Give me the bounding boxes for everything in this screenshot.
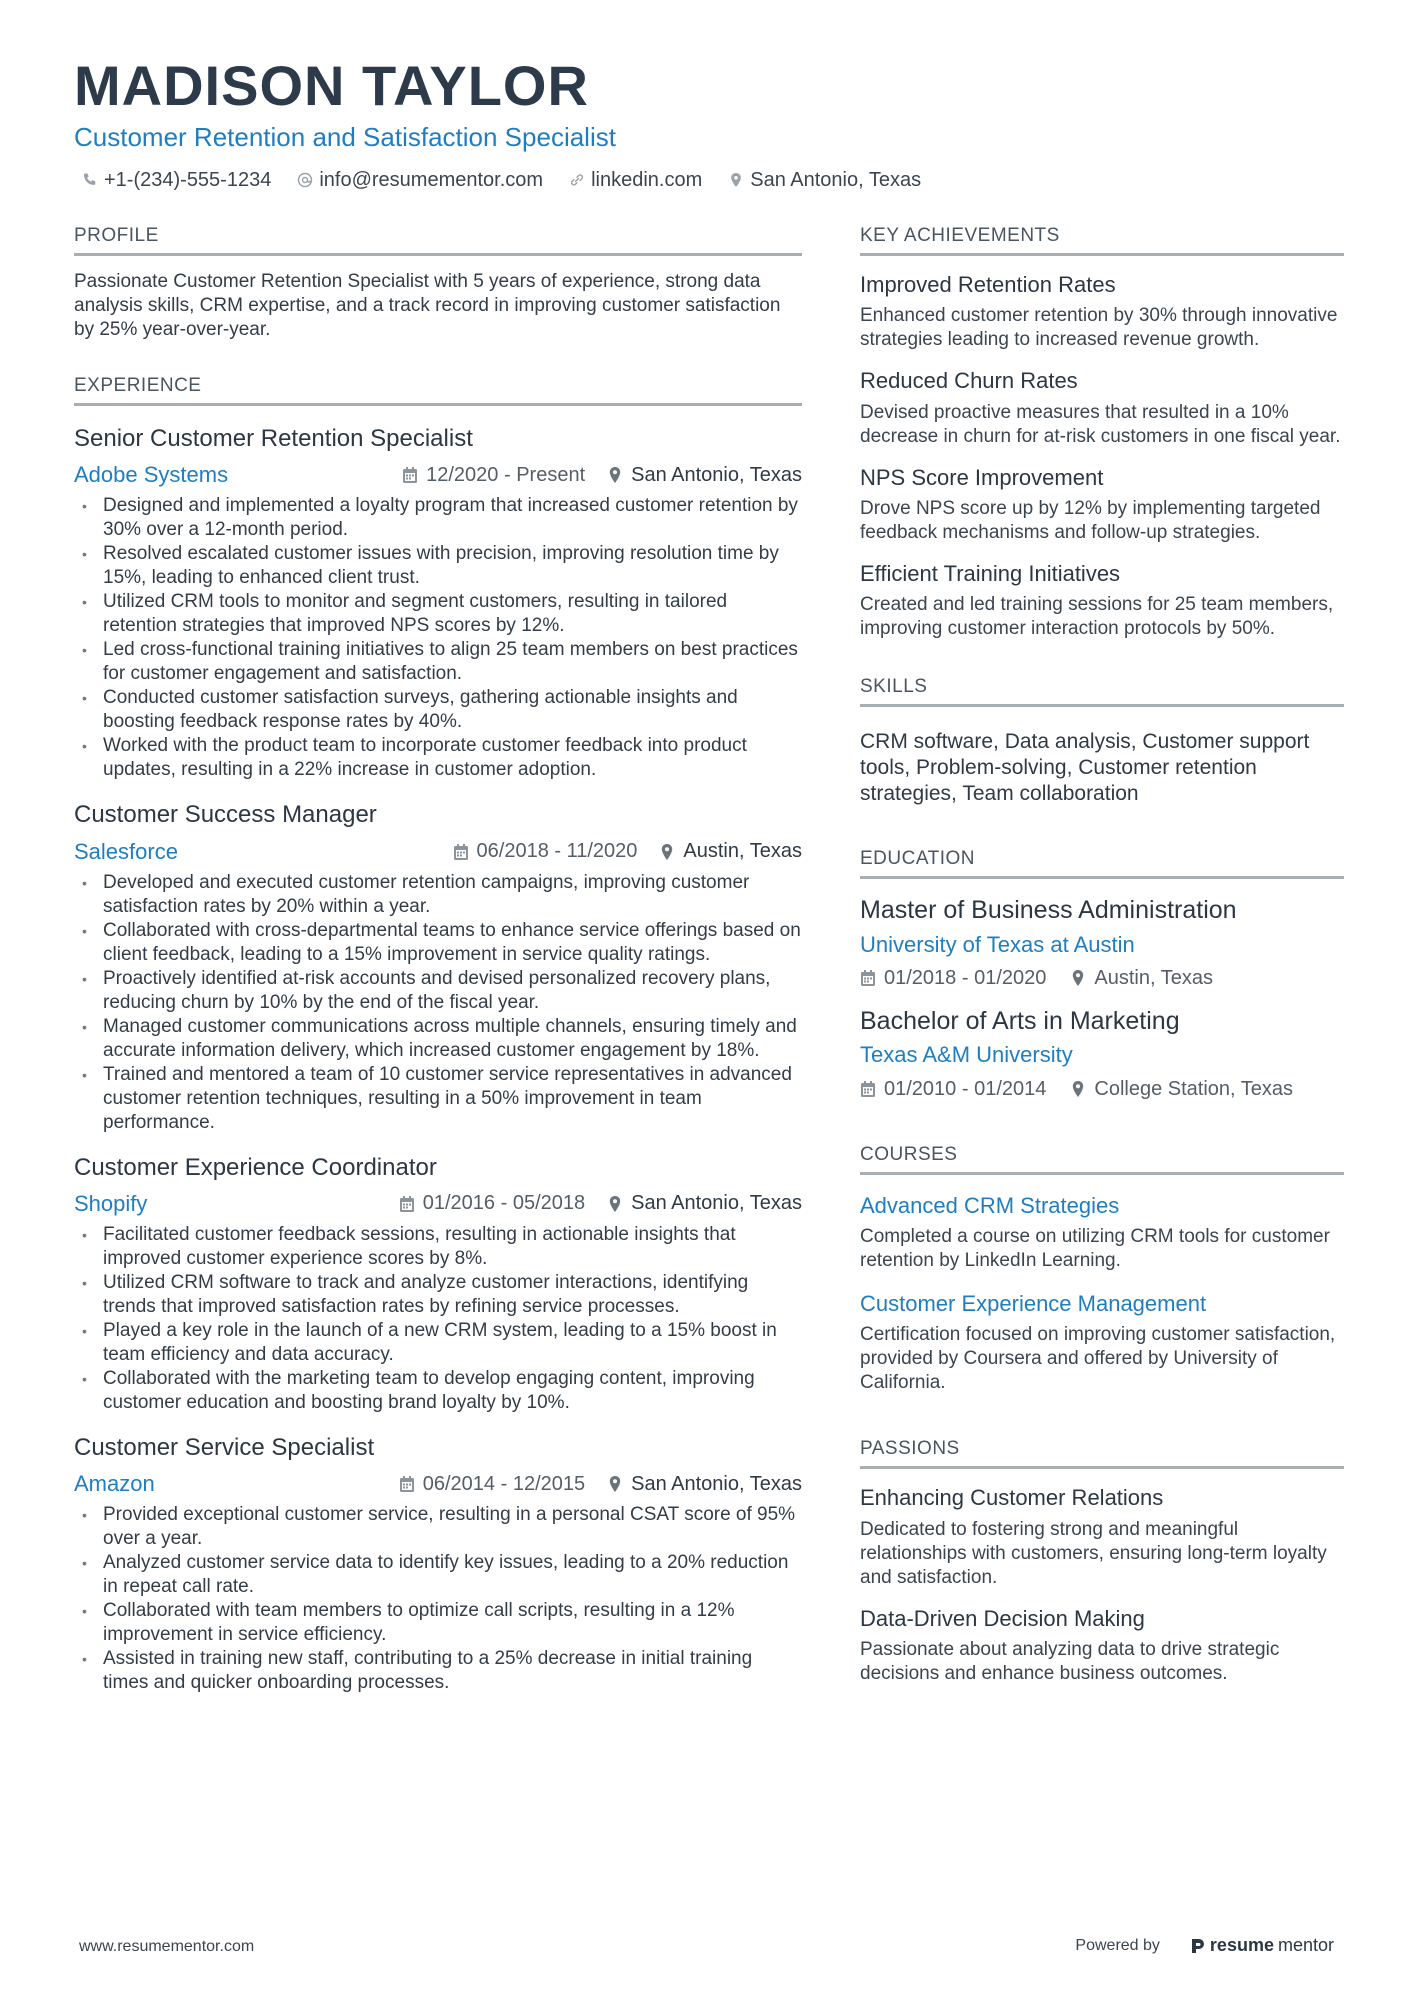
education-heading: EDUCATION	[860, 849, 1344, 879]
passion-item	[860, 1485, 1344, 1589]
brand-bold: resume	[1209, 1935, 1274, 1955]
education-list	[860, 897, 1344, 1100]
job-bullets	[74, 1503, 802, 1695]
passion-title: Data-Driven Decision Making	[860, 1605, 1145, 1631]
job-location	[607, 464, 802, 487]
job-location-text: San Antonio, Texas	[631, 463, 802, 486]
calendar-icon	[453, 843, 469, 861]
right-column	[860, 226, 1344, 1686]
edu-location-text: Austin, Texas	[1094, 966, 1213, 989]
job-title: Senior Customer Retention Specialist	[74, 424, 473, 452]
edu-degree: Master of Business Administration	[860, 896, 1237, 925]
job-dates-text: 06/2014 - 12/2015	[422, 1472, 586, 1495]
phone-icon	[82, 172, 98, 188]
course-list	[860, 1193, 1344, 1396]
edu-location	[1070, 967, 1213, 990]
job-bullet: • Played a key role in the launch of a new CRM system, leading to a 15% boost in team efficiency and data accuracy.	[74, 1319, 802, 1367]
edu-school: Texas A&M University	[860, 1042, 1073, 1068]
education-item	[860, 897, 1344, 990]
achievement-desc: Devised proactive measures that resulted in a 10% decrease in churn for at-risk customers in one fiscal year.	[860, 401, 1341, 447]
job-bullet: • Collaborated with the marketing team to develop engaging content, improving customer education and boosting brand loyalty by 10%.	[74, 1367, 802, 1415]
contact-bar	[82, 170, 921, 190]
job-bullet: • Proactively identified at-risk accounts and devised personalized recovery plans, reducing churn by 10% by the end of the fiscal year.	[74, 967, 802, 1015]
brand-mark-icon	[1190, 1937, 1206, 1955]
passion-title: Enhancing Customer Relations	[860, 1485, 1164, 1511]
candidate-name: MADISON TAYLOR	[74, 54, 589, 117]
location-pin-icon	[728, 172, 744, 188]
achievement-item	[860, 465, 1344, 545]
job-location	[607, 1473, 802, 1496]
location-pin-icon	[607, 1475, 623, 1493]
edu-dates	[860, 967, 1046, 990]
job-title: Customer Service Specialist	[74, 1433, 375, 1461]
courses-section	[860, 1145, 1344, 1396]
at-icon	[297, 172, 313, 188]
job-bullet: • Designed and implemented a loyalty program that increased customer retention by 30% over a 12-month period.	[74, 494, 802, 542]
left-column	[74, 226, 802, 1695]
profile-section	[74, 226, 802, 342]
location-text: San Antonio, Texas	[750, 169, 922, 191]
job-location-text: Austin, Texas	[683, 840, 802, 863]
achievement-item	[860, 368, 1344, 448]
job-bullet: • Analyzed customer service data to identify key issues, leading to a 20% reduction in repeat call rate.	[74, 1551, 802, 1599]
passion-desc: Dedicated to fostering strong and meaningful relationships with customers, ensuring long-term loyalty and satisfaction.	[860, 1518, 1327, 1588]
job-dates	[453, 840, 638, 863]
course-title[interactable]: Customer Experience Management	[860, 1290, 1207, 1316]
job-company: Shopify	[74, 1190, 148, 1216]
job-bullets	[74, 1223, 802, 1415]
job-dates	[399, 1473, 585, 1496]
edu-dates	[860, 1078, 1046, 1101]
phone-text: +1-(234)-555-1234	[104, 169, 272, 191]
job-bullet: • Developed and executed customer retention campaigns, improving customer satisfaction rates by 20% within a year.	[74, 871, 802, 919]
brand-rest: mentor	[1277, 1935, 1334, 1955]
link-icon	[569, 172, 585, 188]
job-bullet: • Facilitated customer feedback sessions, resulting in actionable insights that improved customer experience scores by 8%.	[74, 1223, 802, 1271]
passion-list	[860, 1485, 1344, 1686]
job-company: Salesforce	[74, 838, 178, 864]
achievement-title: NPS Score Improvement	[860, 464, 1104, 490]
job-location	[659, 840, 802, 863]
edu-school: University of Texas at Austin	[860, 931, 1135, 957]
job-meta	[74, 1191, 802, 1217]
course-desc: Completed a course on utilizing CRM tools for customer retention by LinkedIn Learning.	[860, 1225, 1330, 1271]
contact-linkedin[interactable]	[569, 170, 702, 190]
footer-website[interactable]: www.resumementor.com	[79, 1938, 255, 1955]
footer-powered	[1075, 1935, 1334, 1956]
job-bullet: • Collaborated with team members to optimize call scripts, resulting in a 12% improvement in service efficiency.	[74, 1599, 802, 1647]
skills-heading: SKILLS	[860, 677, 1344, 707]
job-location-text: San Antonio, Texas	[631, 1472, 802, 1495]
job-bullet: • Worked with the product team to incorporate customer feedback into product updates, resulting in a 22% increase in customer adoption.	[74, 734, 802, 782]
job-company: Adobe Systems	[74, 462, 229, 488]
experience-section	[74, 376, 802, 1695]
edu-meta	[860, 967, 1344, 990]
achievement-title: Efficient Training Initiatives	[860, 561, 1121, 587]
profile-text: Passionate Customer Retention Specialist with 5 years of experience, strong data analysis skills, CRM expertise, and a track record in improving customer satisfaction by 25% year-over-year.	[74, 270, 781, 340]
achievement-title: Improved Retention Rates	[860, 271, 1116, 297]
edu-location-text: College Station, Texas	[1094, 1077, 1294, 1100]
achievement-desc: Created and led training sessions for 25 team members, improving customer interaction protocols by 50%.	[860, 594, 1334, 640]
job-bullet: • Resolved escalated customer issues with precision, improving resolution time by 15%, leading to enhanced client trust.	[74, 542, 802, 590]
job-bullet: • Assisted in training new staff, contributing to a 25% decrease in initial training times and quicker onboarding processes.	[74, 1647, 802, 1695]
job-bullet: • Utilized CRM software to track and analyze customer interactions, identifying trends that improved satisfaction rates by refining service processes.	[74, 1271, 802, 1319]
job-bullet: • Managed customer communications across multiple channels, ensuring timely and accurate information delivery, which increased customer engagement by 18%.	[74, 1015, 802, 1063]
job-entry	[74, 426, 802, 782]
job-bullet: • Provided exceptional customer service, resulting in a personal CSAT score of 95% over a year.	[74, 1503, 802, 1551]
location-pin-icon	[659, 843, 675, 861]
experience-heading: EXPERIENCE	[74, 376, 802, 406]
profile-heading: PROFILE	[74, 226, 802, 256]
job-meta	[74, 839, 802, 865]
job-bullet: • Trained and mentored a team of 10 customer service representatives in advanced customer retention techniques, resulting in a 50% improvement in team performance.	[74, 1063, 802, 1135]
contact-phone	[82, 170, 271, 190]
achievements-section	[860, 226, 1344, 641]
passions-section	[860, 1439, 1344, 1686]
job-dates-text: 06/2018 - 11/2020	[476, 840, 638, 863]
edu-location	[1070, 1078, 1293, 1101]
skills-section	[860, 677, 1344, 807]
contact-email[interactable]	[297, 170, 543, 190]
achievement-item	[860, 272, 1344, 352]
courses-heading: COURSES	[860, 1145, 1344, 1175]
location-pin-icon	[607, 466, 623, 484]
job-bullet: • Conducted customer satisfaction surveys, gathering actionable insights and boosting feedback response rates by 40%.	[74, 686, 802, 734]
passion-item	[860, 1606, 1344, 1686]
job-bullets	[74, 871, 802, 1135]
course-title[interactable]: Advanced CRM Strategies	[860, 1192, 1120, 1218]
calendar-icon	[402, 466, 418, 484]
calendar-icon	[399, 1475, 415, 1493]
calendar-icon	[860, 969, 876, 987]
achievement-desc: Drove NPS score up by 12% by implementing targeted feedback mechanisms and follow-up strategies.	[860, 498, 1321, 544]
job-bullet: • Led cross-functional training initiatives to align 25 team members on best practices for customer engagement and satisfaction.	[74, 638, 802, 686]
achievements-heading: KEY ACHIEVEMENTS	[860, 226, 1344, 256]
email-text: info@resumementor.com	[319, 169, 544, 191]
course-item	[860, 1193, 1344, 1273]
contact-location	[728, 170, 921, 190]
job-dates-text: 12/2020 - Present	[426, 463, 586, 486]
edu-meta	[860, 1078, 1344, 1101]
job-bullet: • Collaborated with cross-departmental teams to enhance service offerings based on client feedback, leading to a 15% improvement in service quality ratings.	[74, 919, 802, 967]
job-bullet: • Utilized CRM tools to monitor and segment customers, resulting in tailored retention strategies that improved NPS scores by 12%.	[74, 590, 802, 638]
job-meta	[74, 1471, 802, 1497]
achievement-list	[860, 272, 1344, 642]
job-meta	[74, 462, 802, 488]
calendar-icon	[399, 1195, 415, 1213]
edu-dates-text: 01/2010 - 01/2014	[884, 1077, 1047, 1100]
brand-logo[interactable]	[1190, 1935, 1334, 1956]
job-bullets	[74, 494, 802, 782]
edu-degree: Bachelor of Arts in Marketing	[860, 1006, 1180, 1035]
location-pin-icon	[607, 1195, 623, 1213]
candidate-title: Customer Retention and Satisfaction Specialist	[74, 122, 616, 152]
location-pin-icon	[1070, 1080, 1086, 1098]
achievement-title: Reduced Churn Rates	[860, 368, 1078, 394]
skills-text: CRM software, Data analysis, Customer support tools, Problem-solving, Customer retention strategies, Team collaboration	[860, 730, 1310, 806]
job-entry	[74, 1155, 802, 1415]
linkedin-text: linkedin.com	[591, 169, 703, 191]
job-dates	[402, 464, 585, 487]
job-entry	[74, 802, 802, 1134]
calendar-icon	[860, 1080, 876, 1098]
location-pin-icon	[1070, 969, 1086, 987]
powered-by-label: Powered by	[1075, 1936, 1160, 1954]
job-title: Customer Success Manager	[74, 801, 377, 829]
achievement-desc: Enhanced customer retention by 30% through innovative strategies leading to increased revenue growth.	[860, 305, 1338, 351]
job-location-text: San Antonio, Texas	[631, 1192, 802, 1215]
job-list	[74, 426, 802, 1696]
achievement-item	[860, 561, 1344, 641]
edu-dates-text: 01/2018 - 01/2020	[884, 966, 1047, 989]
job-company: Amazon	[74, 1471, 155, 1497]
job-dates-text: 01/2016 - 05/2018	[422, 1192, 586, 1215]
job-location	[607, 1192, 802, 1215]
job-dates	[399, 1192, 585, 1215]
job-title: Customer Experience Coordinator	[74, 1153, 437, 1181]
education-section	[860, 849, 1344, 1100]
passion-desc: Passionate about analyzing data to drive strategic decisions and enhance business outcomes.	[860, 1638, 1280, 1684]
course-item	[860, 1291, 1344, 1395]
passions-heading: PASSIONS	[860, 1439, 1344, 1469]
job-entry	[74, 1435, 802, 1695]
education-item	[860, 1008, 1344, 1101]
course-desc: Certification focused on improving customer satisfaction, provided by Coursera and offered by University of California.	[860, 1324, 1336, 1394]
